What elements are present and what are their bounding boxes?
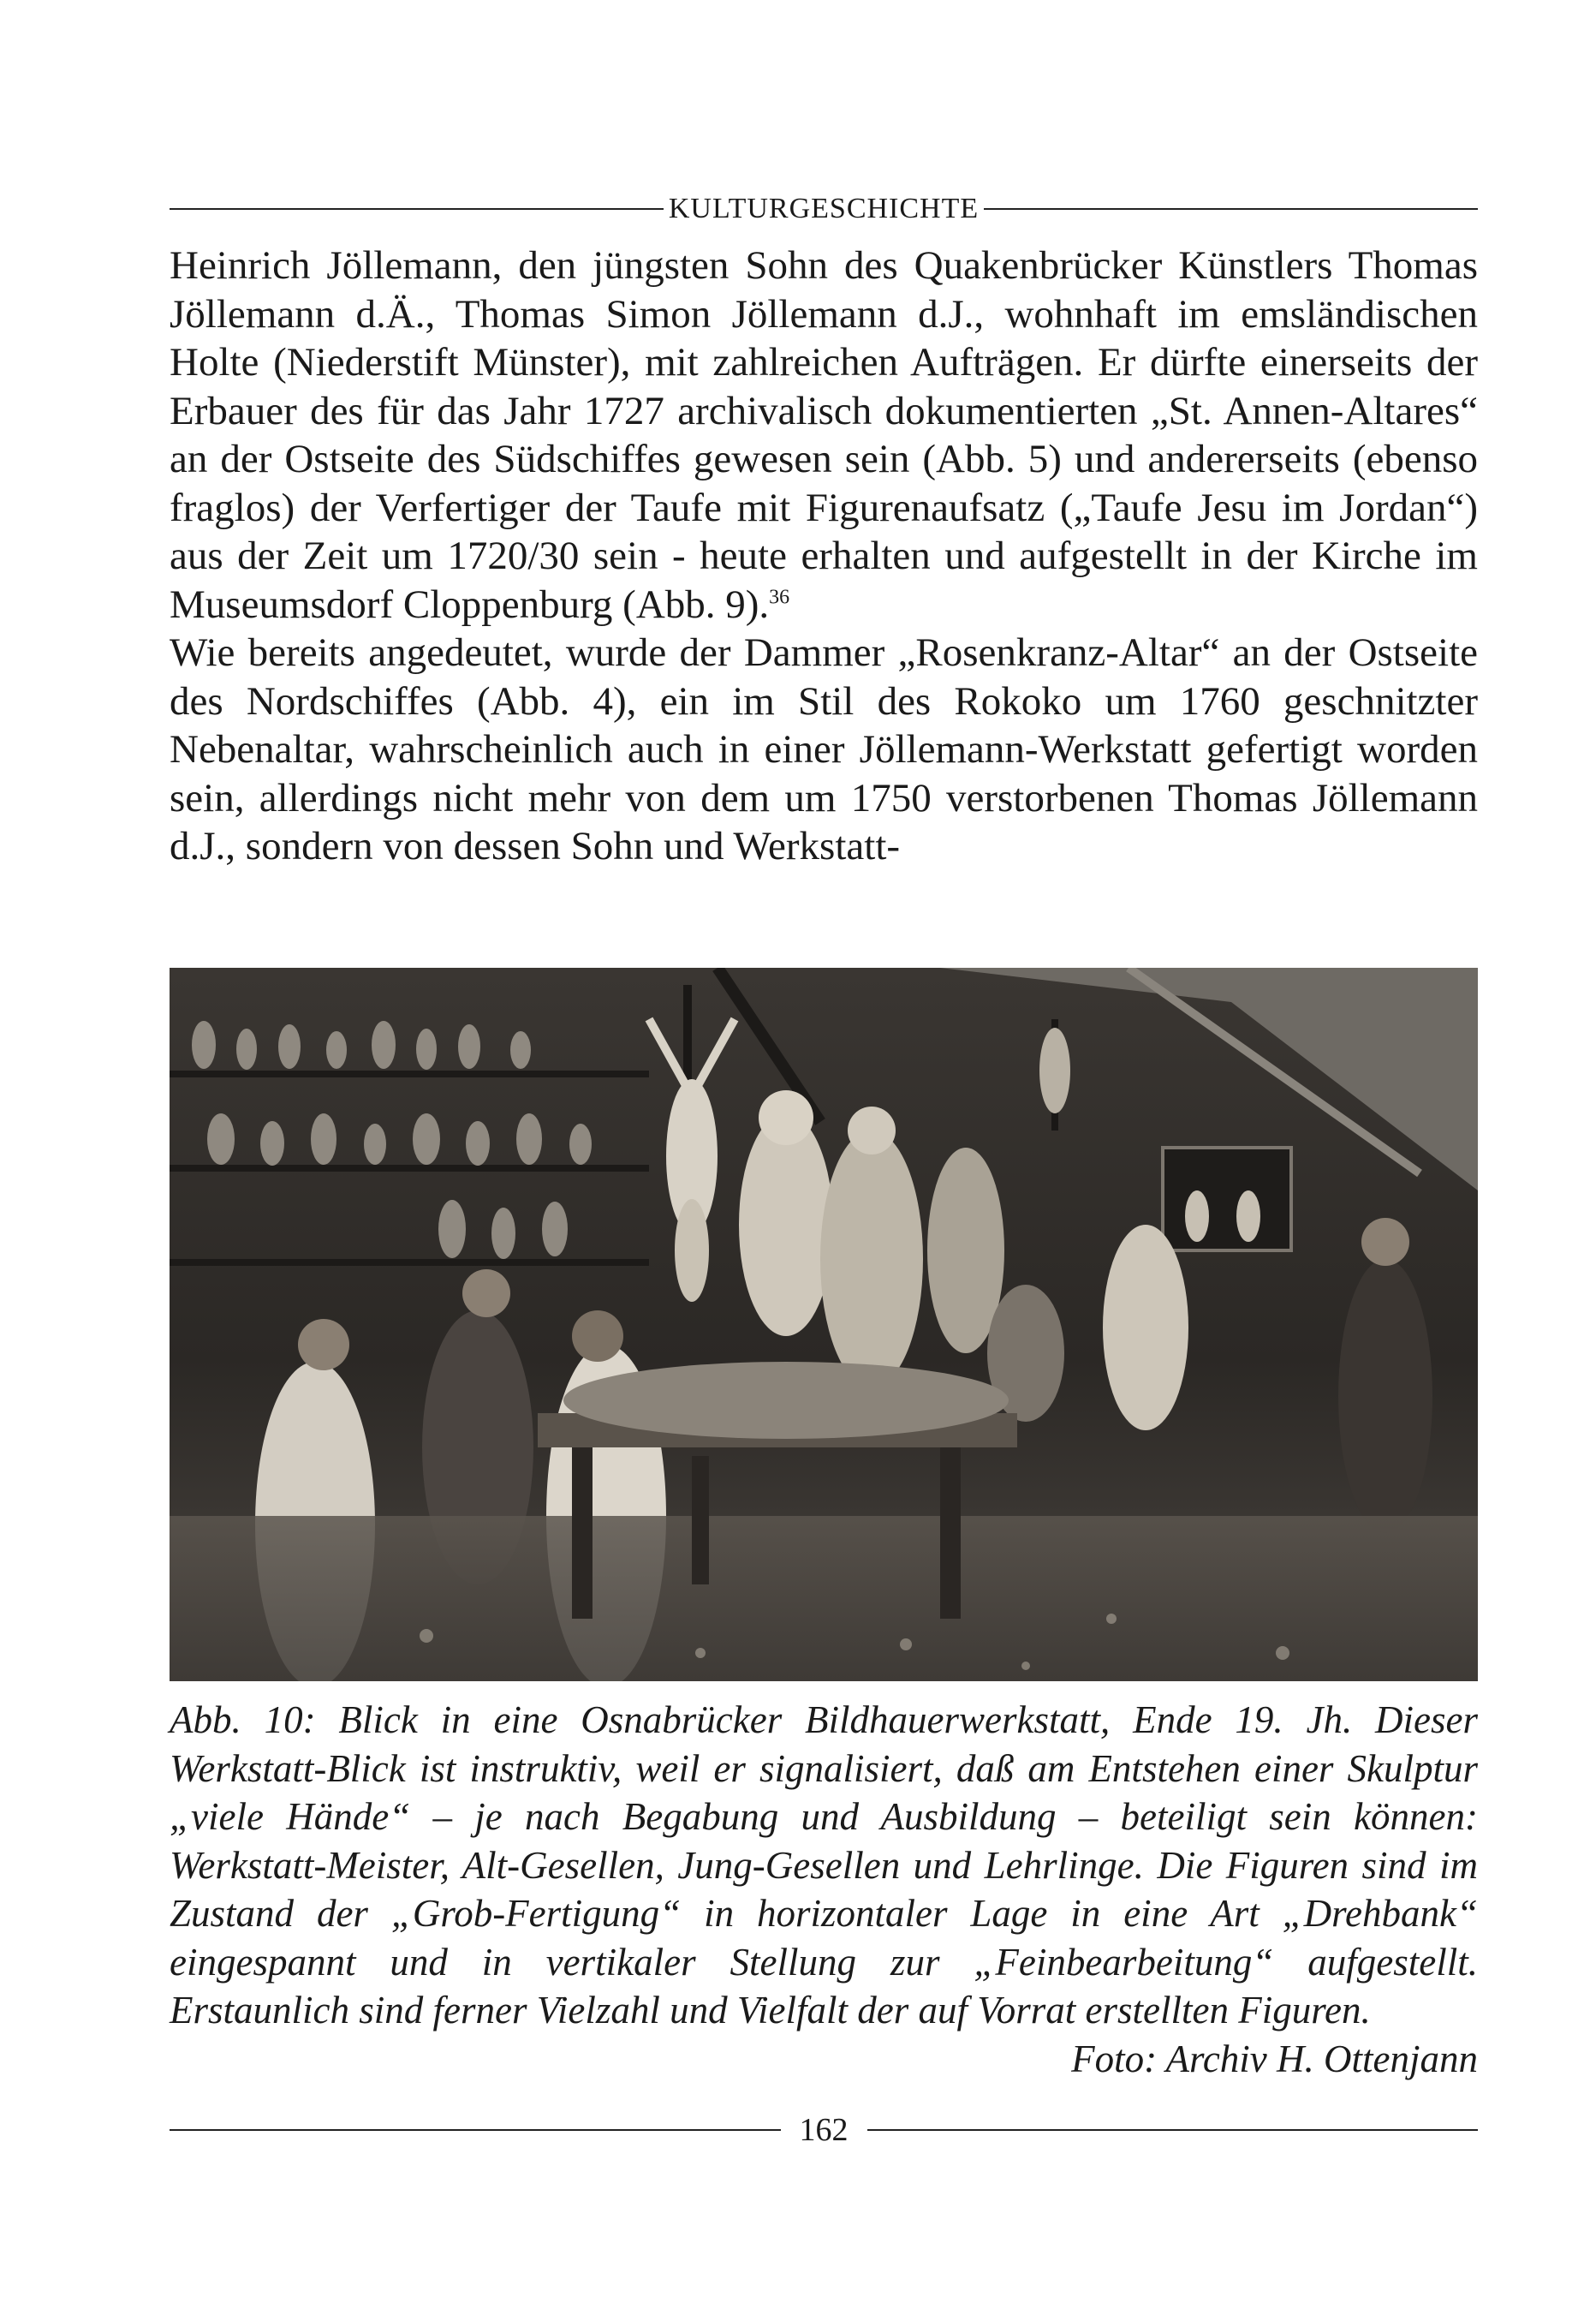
page-footer <box>170 2109 1478 2151</box>
page-number: 162 <box>799 2112 849 2148</box>
footer-rule-left <box>170 2129 781 2131</box>
workshop-photo-illustration <box>170 968 1478 1681</box>
paragraph-1-text: Heinrich Jöllemann, den jüngsten Sohn des Quakenbrücker Künstlers Thomas Jöllemann d.Ä., Thomas Simon Jöllemann d.J., wohnhaft im emsländischen Holte (Niederstift Münster), mit zahlreichen Aufträgen. Er dürfte einerseits der Erbauer des für das Jahr 1727 archivalisch dokumentierten „St. Annen-Altares“ an der Ostseite des Südschiffes gewesen sein (Abb. 5) und andererseits (ebenso fraglos) der Verfertiger der Taufe mit Figurenaufsatz („Taufe Jesu im Jordan“) aus der Zeit um 1720/30 sein - heute erhalten und aufgestellt in der Kirche im Museumsdorf Cloppenburg (Abb. 9). <box>170 243 1478 627</box>
paragraph-1 <box>170 242 1478 629</box>
header-rule-right <box>984 208 1478 210</box>
running-header <box>170 188 1478 230</box>
paragraph-2: Wie bereits angedeutet, wurde der Dammer „Rosenkranz-Altar“ an der Ostseite des Nordschiffes (Abb. 4), ein im Stil des Rokoko um 1760 geschnitzter Nebenaltar, wahrscheinlich auch in einer Jöllemann-Werkstatt gefertigt worden sein, allerdings nicht mehr von dem um 1750 verstorbenen Thomas Jöllemann d.J., sondern von dessen Sohn und Werkstatt- <box>170 630 1478 868</box>
footer-rule-right <box>867 2129 1479 2131</box>
photo-credit: Foto: Archiv H. Ottenjann <box>1071 2037 1478 2080</box>
figure-caption <box>170 1696 1478 2083</box>
footnote-reference: 36 <box>769 585 790 608</box>
header-title: KULTURGESCHICHTE <box>668 193 980 224</box>
workshop-photograph <box>170 968 1478 1681</box>
body-text <box>170 242 1478 871</box>
caption-text: Abb. 10: Blick in eine Osnabrücker Bildhauerwerkstatt, Ende 19. Jh. Dieser Werkstatt-Blick ist instruktiv, weil er signalisiert, daß am Entstehen einer Skulptur „viele Hände“ – je nach Begabung und Ausbildung – beteiligt sein können: Werkstatt-Meister, Alt-Gesellen, Jung-Gesellen und Lehrlinge. Die Figuren sind im Zustand der „Grob-Fertigung“ in horizontaler Lage in eine Art „Drehbank“ eingespannt und in vertikaler Stellung zur „Feinbearbeitung“ aufgestellt. Erstaunlich sind ferner Vielzahl und Vielfalt der auf Vorrat erstellten Figuren. <box>170 1698 1478 2032</box>
header-rule-left <box>170 208 664 210</box>
